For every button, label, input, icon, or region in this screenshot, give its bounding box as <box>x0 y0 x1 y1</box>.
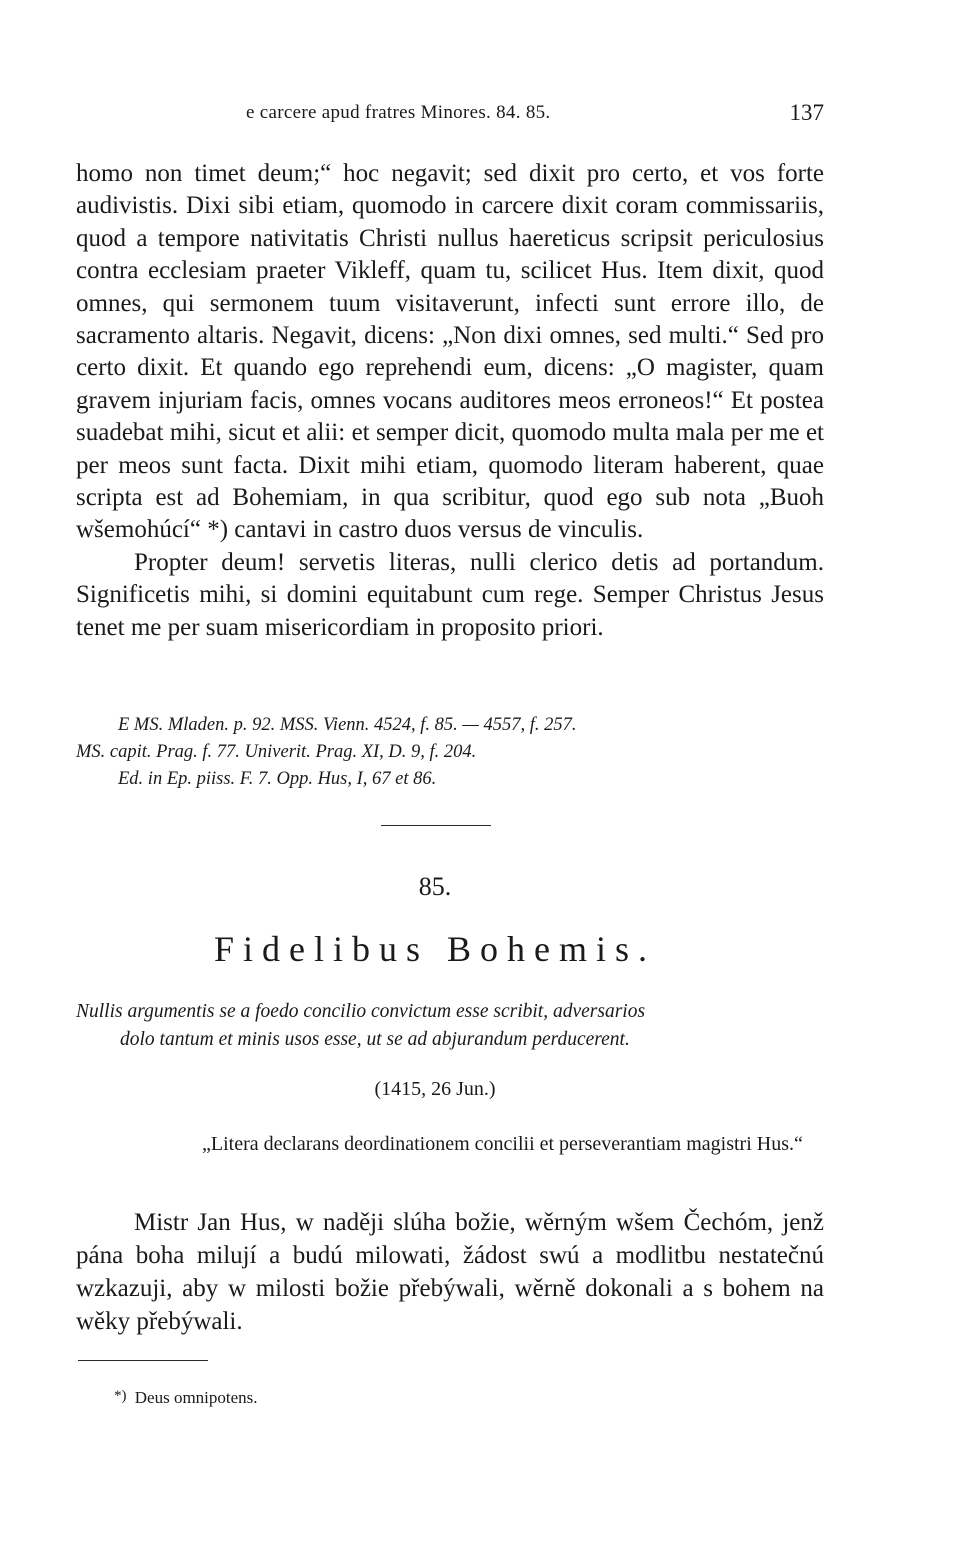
running-head: e carcere apud fratres Minores. 84. 85. <box>246 102 551 123</box>
source-line: MS. capit. Prag. f. 77. Univerit. Prag. XI, D. 9, f. 204. <box>76 742 477 762</box>
footnote <box>114 1388 258 1408</box>
summary-line: dolo tantum et minis usos esse, ut se ad abjurandum perducerent. <box>120 1029 630 1050</box>
summary-line: Nullis argumentis se a foedo concilio convictum esse scribit, adversarios <box>76 1001 646 1022</box>
letter-inscription: „Litera declarans deordinationem concilii et perseverantiam magistri Hus.“ <box>202 1133 803 1155</box>
footnote-mark: *) <box>114 1388 127 1404</box>
source-references <box>76 712 824 793</box>
footnote-rule <box>78 1360 208 1361</box>
letter-number: 85. <box>418 872 452 901</box>
paragraph: Mistr Jan Hus, w naději slúha božie, wěrným wšem Čechóm, jenž pána boha milují a budú milowati, žádost swú a modlitbu nestatečnú wzkazuji, aby w milosti božie přebýwali, wěrně dokonali a s bohem na wěky přebýwali. <box>76 1209 824 1335</box>
letter-summary <box>76 998 824 1054</box>
letter-84-continuation <box>76 158 824 644</box>
source-line: Ed. in Ep. piiss. F. 7. Opp. Hus, I, 67 et 86. <box>118 769 437 789</box>
section-divider <box>381 825 491 826</box>
paragraph: homo non timet deum;“ hoc negavit; sed dixit pro certo, et vos forte audivistis. Dixi sibi etiam, quomodo in carcere dixit coram commissariis, quod a tempore nativitatis Christi nullus haereticus scripsit periculosius contra ecclesiam praeter Vikleff, quam tu, scilicet Hus. Item dixit, quod omnes, qui sermonem tuum visitaverunt, infecti sunt errore illo, de sacramento altaris. Negavit, dicens: „Non dixi omnes, sed multi.“ Sed pro certo dixit. Et quando ego reprehendi eum, dicens: „O magister, quam gravem injuriam facis, omnes vocans auditores meos erroneos!“ Et postea suadebat mihi, sicut et alii: et semper dicit, quomodo multa mala per me et per meos sunt facta. Dixit mihi etiam, quomodo literam haberent, quae scripta est ad Bohemiam, in qua scribitur, quod ego sub nota „Buoh wšemohúcí“ *) cantavi in castro duos versus de vinculis. <box>76 160 824 544</box>
letter-title: Fidelibus Bohemis. <box>213 929 657 969</box>
footnote-text: Deus omnipotens. <box>134 1388 258 1407</box>
page-header <box>76 100 824 132</box>
page-number: 137 <box>789 100 824 125</box>
source-line: E MS. Mladen. p. 92. MSS. Vienn. 4524, f. 85. — 4557, f. 257. <box>118 715 577 735</box>
letter-85-text <box>76 1206 824 1338</box>
paragraph: Propter deum! servetis literas, nulli clerico detis ad portandum. Significetis mihi, si domini equitabunt cum rege. Semper Christus Jesus tenet me per suam misericordiam in proposito priori. <box>76 548 824 641</box>
letter-date: (1415, 26 Jun.) <box>374 1078 496 1100</box>
